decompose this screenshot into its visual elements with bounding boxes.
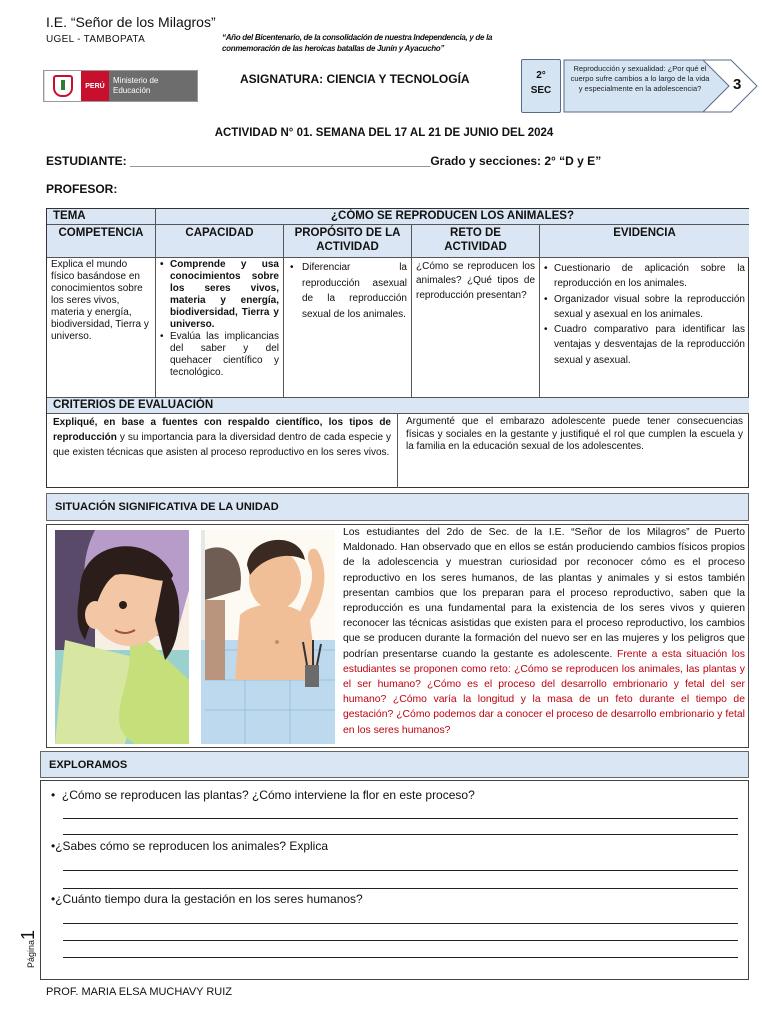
tema-label: TEMA <box>47 209 156 225</box>
ministry-logo <box>43 70 198 102</box>
header-competencia: COMPETENCIA <box>47 225 156 258</box>
ugel-name: UGEL - TAMBOPATA <box>46 34 146 45</box>
reto-text: ¿Cómo se reproducen los animales? ¿Qué tipos de reproducción presentan? <box>412 258 540 398</box>
criterio-1-bold: Expliqué, en base a fuentes con respaldo científico, los tipos de reproducción <box>53 417 391 443</box>
unit-topic: Reproducción y sexualidad: ¿Por qué el cuerpo sufre cambios a lo largo de la vida y especialmente en la adolescencia? <box>570 64 710 93</box>
answer-line[interactable] <box>63 957 738 958</box>
page-label: Página1 <box>18 929 38 968</box>
answer-line[interactable] <box>63 888 738 889</box>
situacion-text <box>343 525 745 738</box>
header-reto: RETO DE ACTIVIDAD <box>412 225 540 258</box>
adolescents-illustration <box>55 530 335 744</box>
situacion-box <box>46 524 749 748</box>
subject-title: ASIGNATURA: CIENCIA Y TECNOLOGÍA <box>240 72 470 86</box>
evidencia-list <box>540 258 749 398</box>
year-motto: “Año del Bicentenario, de la consolidación de nuestra Independencia, y de la conmemoración de las heroicas batallas de Junín y Ayacucho” <box>222 33 493 53</box>
unit-number: 3 <box>733 76 742 93</box>
school-name: I.E. “Señor de los Milagros” <box>46 14 216 30</box>
competencia-text: Explica el mundo físico basándose en conocimientos sobre los seres vivos, materia y energía, biodiversidad, Tierra y universo. <box>47 258 156 398</box>
author: PROF. MARIA ELSA MUCHAVY RUIZ <box>46 986 233 998</box>
grade-box <box>521 59 561 113</box>
criterio-1 <box>47 414 398 488</box>
activity-title: ACTIVIDAD N° 01. SEMANA DEL 17 AL 21 DE JUNIO DEL 2024 <box>214 127 554 139</box>
capacidad-item: • Evalúa las implicancias del saber y del quehacer científico y tecnológico. <box>160 331 279 379</box>
question-1: • ¿Cómo se reproducen las plantas? ¿Cómo interviene la flor en este proceso? <box>51 788 475 802</box>
criterio-2: Argumenté que el embarazo adolescente puede tener consecuencias físicas y sociales en la gestante y justifiqué el rol que cumplen la escuela y la familia en la educación sexual de los adolescentes. <box>406 416 743 452</box>
capacidad-item: • Comprende y usa conocimientos sobre los seres vivos, materia y energía, biodiversidad, Tierra y universo. <box>160 259 279 331</box>
criterio-1-rest: y su importancia para la diversidad dentro de cada especie y que existen técnicas que asisten al proceso reproductivo en los seres vivos. <box>53 432 391 458</box>
situacion-title: SITUACIÓN SIGNIFICATIVA DE LA UNIDAD <box>46 493 749 521</box>
exploramos-title: EXPLORAMOS <box>40 751 749 778</box>
header-proposito: PROPÓSITO DE LA ACTIVIDAD <box>284 225 412 258</box>
student-line: ESTUDIANTE: _____________________________________________Grado y secciones: 2° “D y E” <box>46 154 602 168</box>
exploramos-box <box>40 780 749 980</box>
header-capacidad: CAPACIDAD <box>156 225 284 258</box>
answer-line[interactable] <box>63 923 738 924</box>
peru-shield-icon <box>45 71 81 101</box>
answer-line[interactable] <box>63 834 738 835</box>
proposito-item: • Diferenciar la reproducción asexual de la reproducción sexual de los animales. <box>290 260 407 322</box>
evidencia-item: • Organizador visual sobre la reproducción sexual y asexual en los animales. <box>544 292 745 323</box>
situacion-body: Los estudiantes del 2do de Sec. de la I.E. “Señor de los Milagros” de Puerto Maldonado. Han observado que en ellos se están produciendo cambios físicos propios de la adolescencia y muestran curiosidad por reconocer cómo es el proceso reproductivo en los seres humanos, de las plantas y animales y si estos también presentan cambios que los preparan para el proceso reproductivo, saben que la reproducción es una fundamental para la existencia de los seres vivos y quieren reconocer las técnicas asistidas que existen para el proceso reproductivo, los cambios que se producen durante la formación del nuevo ser en las mujeres y los peligros que podrían presentarse cuando la gestante es adolescente. <box>343 527 745 660</box>
logo-country: PERÚ <box>81 71 109 101</box>
proposito-list <box>284 258 412 398</box>
logo-ministry: Ministerio de Educación <box>109 71 197 101</box>
answer-line[interactable] <box>63 940 738 941</box>
evidencia-item: • Cuadro comparativo para identificar las ventajas y desventajas de la reproducción sexual y asexual. <box>544 322 745 368</box>
teacher-label: PROFESOR: <box>46 182 118 196</box>
capacidad-list <box>156 258 284 398</box>
question-3: •¿Cuánto tiempo dura la gestación en los seres humanos? <box>51 892 363 906</box>
tema-value: ¿CÓMO SE REPRODUCEN LOS ANIMALES? <box>156 209 749 225</box>
answer-line[interactable] <box>63 870 738 871</box>
grade-value: 2° <box>536 70 546 81</box>
grade-level: SEC <box>530 85 552 96</box>
header-evidencia: EVIDENCIA <box>540 225 749 258</box>
evidencia-item: • Cuestionario de aplicación sobre la reproducción en los animales. <box>544 261 745 292</box>
activity-table <box>46 208 749 488</box>
criterios-label: CRITERIOS DE EVALUACIÓN <box>47 398 749 414</box>
page-number: 1 <box>18 929 38 940</box>
situacion-challenge: Frente a esta situación los estudiantes se proponen como reto: ¿Cómo se reproducen los animales, las plantas y el ser humano? ¿Cómo es el proceso del desarrollo embrionario y fetal del ser humano? ¿Cómo varía la longitud y la masa de un feto durante el tiempo de gestación? ¿Cómo podemos dar a conocer el proceso de desarrollo embrionario y fetal en los seres humanos? <box>343 648 745 736</box>
question-2: •¿Sabes cómo se reproducen los animales? Explica <box>51 839 329 853</box>
answer-line[interactable] <box>63 818 738 819</box>
